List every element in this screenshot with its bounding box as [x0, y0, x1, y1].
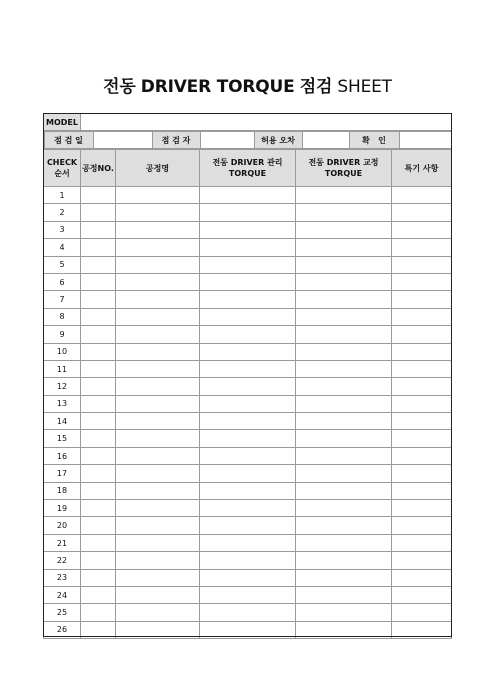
- remarks-cell[interactable]: [392, 239, 452, 256]
- header-calibrated-torque-line2: TORQUE: [324, 169, 363, 178]
- managed-torque-cell[interactable]: [200, 569, 296, 586]
- process-name-cell[interactable]: [116, 604, 200, 621]
- page-title: [0, 76, 495, 98]
- process-name-cell[interactable]: [116, 308, 200, 325]
- process-name-cell[interactable]: [116, 413, 200, 430]
- row-number: 7: [44, 291, 81, 308]
- calibrated-torque-cell[interactable]: [296, 221, 392, 238]
- table-row: [44, 500, 452, 517]
- managed-torque-cell[interactable]: [200, 221, 296, 238]
- process-name-cell[interactable]: [116, 204, 200, 221]
- row-number: 26: [44, 621, 81, 638]
- process-no-cell[interactable]: [81, 517, 116, 534]
- managed-torque-cell[interactable]: [200, 500, 296, 517]
- row-number: 19: [44, 500, 81, 517]
- remarks-cell[interactable]: [392, 256, 452, 273]
- process-name-cell[interactable]: [116, 239, 200, 256]
- table-row: [44, 204, 452, 221]
- header-row: [44, 150, 452, 187]
- calibrated-torque-cell[interactable]: [296, 256, 392, 273]
- remarks-cell[interactable]: [392, 326, 452, 343]
- calibrated-torque-cell[interactable]: [296, 517, 392, 534]
- remarks-cell[interactable]: [392, 482, 452, 499]
- calibrated-torque-cell[interactable]: [296, 621, 392, 638]
- calibrated-torque-cell[interactable]: [296, 343, 392, 360]
- model-field[interactable]: [81, 114, 452, 131]
- row-number: 16: [44, 447, 81, 464]
- table-row: [44, 534, 452, 551]
- title-bold-text: DRIVER TORQUE: [140, 77, 295, 97]
- table-row: [44, 343, 452, 360]
- process-name-cell[interactable]: [116, 256, 200, 273]
- header-remarks: 특기 사항: [392, 150, 452, 187]
- row-number: 17: [44, 465, 81, 482]
- calibrated-torque-cell[interactable]: [296, 482, 392, 499]
- process-name-cell[interactable]: [116, 343, 200, 360]
- title-normal-text: SHEET: [337, 77, 392, 97]
- process-name-cell[interactable]: [116, 465, 200, 482]
- process-no-cell[interactable]: [81, 430, 116, 447]
- table-row: [44, 482, 452, 499]
- calibrated-torque-cell[interactable]: [296, 378, 392, 395]
- managed-torque-cell[interactable]: [200, 604, 296, 621]
- managed-torque-cell[interactable]: [200, 534, 296, 551]
- remarks-cell[interactable]: [392, 221, 452, 238]
- calibrated-torque-cell[interactable]: [296, 604, 392, 621]
- table-row: [44, 413, 452, 430]
- remarks-cell[interactable]: [392, 343, 452, 360]
- process-no-cell[interactable]: [81, 273, 116, 290]
- tolerance-field[interactable]: [302, 132, 349, 149]
- remarks-cell[interactable]: [392, 500, 452, 517]
- process-name-cell[interactable]: [116, 482, 200, 499]
- process-no-cell[interactable]: [81, 534, 116, 551]
- managed-torque-cell[interactable]: [200, 256, 296, 273]
- row-number: 21: [44, 534, 81, 551]
- managed-torque-cell[interactable]: [200, 413, 296, 430]
- header-managed-torque-line2: TORQUE: [228, 169, 267, 178]
- process-name-cell[interactable]: [116, 360, 200, 377]
- table-row: [44, 569, 452, 586]
- header-check-order-line1: CHECK: [46, 158, 78, 167]
- managed-torque-cell[interactable]: [200, 378, 296, 395]
- table-row: [44, 256, 452, 273]
- remarks-cell[interactable]: [392, 187, 452, 204]
- process-name-cell[interactable]: [116, 326, 200, 343]
- process-name-cell[interactable]: [116, 569, 200, 586]
- meta-row: [44, 131, 452, 150]
- table-row: [44, 326, 452, 343]
- calibrated-torque-cell[interactable]: [296, 326, 392, 343]
- remarks-cell[interactable]: [392, 552, 452, 569]
- process-no-cell[interactable]: [81, 308, 116, 325]
- row-number: 23: [44, 569, 81, 586]
- process-no-cell[interactable]: [81, 500, 116, 517]
- header-process-name: 공정명: [116, 150, 200, 187]
- calibrated-torque-cell[interactable]: [296, 552, 392, 569]
- row-number: 20: [44, 517, 81, 534]
- calibrated-torque-cell[interactable]: [296, 187, 392, 204]
- process-name-cell[interactable]: [116, 395, 200, 412]
- date-label: 점 검 일: [44, 132, 93, 149]
- model-row: [44, 114, 452, 131]
- row-number: 5: [44, 256, 81, 273]
- row-number: 1: [44, 187, 81, 204]
- remarks-cell[interactable]: [392, 308, 452, 325]
- process-no-cell[interactable]: [81, 256, 116, 273]
- header-managed-torque-line1: 전동 DRIVER 관리: [212, 158, 283, 167]
- title-korean-prefix: 전동: [103, 77, 136, 97]
- process-no-cell[interactable]: [81, 621, 116, 638]
- process-no-cell[interactable]: [81, 239, 116, 256]
- remarks-cell[interactable]: [392, 395, 452, 412]
- managed-torque-cell[interactable]: [200, 239, 296, 256]
- inspection-table: [43, 113, 452, 639]
- table-row: [44, 291, 452, 308]
- process-name-cell[interactable]: [116, 221, 200, 238]
- table-row: [44, 221, 452, 238]
- process-name-cell[interactable]: [116, 586, 200, 603]
- process-name-cell[interactable]: [116, 187, 200, 204]
- process-no-cell[interactable]: [81, 413, 116, 430]
- process-name-cell[interactable]: [116, 291, 200, 308]
- header-calibrated-torque-line1: 전동 DRIVER 교정: [308, 158, 379, 167]
- row-number: 2: [44, 204, 81, 221]
- row-number: 10: [44, 343, 81, 360]
- process-name-cell[interactable]: [116, 500, 200, 517]
- inspector-label: 점 검 자: [152, 132, 200, 149]
- row-number: 14: [44, 413, 81, 430]
- process-no-cell[interactable]: [81, 378, 116, 395]
- table-row: [44, 552, 452, 569]
- table-row: [44, 308, 452, 325]
- process-no-cell[interactable]: [81, 187, 116, 204]
- remarks-cell[interactable]: [392, 204, 452, 221]
- managed-torque-cell[interactable]: [200, 482, 296, 499]
- row-number: 11: [44, 360, 81, 377]
- row-number: 15: [44, 430, 81, 447]
- managed-torque-cell[interactable]: [200, 187, 296, 204]
- managed-torque-cell[interactable]: [200, 273, 296, 290]
- managed-torque-cell[interactable]: [200, 430, 296, 447]
- row-number: 4: [44, 239, 81, 256]
- calibrated-torque-cell[interactable]: [296, 465, 392, 482]
- remarks-cell[interactable]: [392, 604, 452, 621]
- table-row: [44, 586, 452, 603]
- managed-torque-cell[interactable]: [200, 308, 296, 325]
- confirm-label: 확 인: [349, 132, 399, 149]
- process-no-cell[interactable]: [81, 482, 116, 499]
- process-no-cell[interactable]: [81, 586, 116, 603]
- table-row: [44, 621, 452, 638]
- tolerance-label: 허용 오차: [254, 132, 302, 149]
- row-number: 3: [44, 221, 81, 238]
- calibrated-torque-cell[interactable]: [296, 204, 392, 221]
- row-number: 22: [44, 552, 81, 569]
- row-number: 13: [44, 395, 81, 412]
- meta-subtable: [44, 131, 452, 149]
- calibrated-torque-cell[interactable]: [296, 447, 392, 464]
- process-no-cell[interactable]: [81, 326, 116, 343]
- row-number: 18: [44, 482, 81, 499]
- process-no-cell[interactable]: [81, 447, 116, 464]
- calibrated-torque-cell[interactable]: [296, 413, 392, 430]
- calibrated-torque-cell[interactable]: [296, 500, 392, 517]
- process-name-cell[interactable]: [116, 621, 200, 638]
- calibrated-torque-cell[interactable]: [296, 569, 392, 586]
- table-row: [44, 378, 452, 395]
- table-row: [44, 604, 452, 621]
- remarks-cell[interactable]: [392, 517, 452, 534]
- process-no-cell[interactable]: [81, 291, 116, 308]
- managed-torque-cell[interactable]: [200, 621, 296, 638]
- remarks-cell[interactable]: [392, 430, 452, 447]
- table-row: [44, 187, 452, 204]
- calibrated-torque-cell[interactable]: [296, 360, 392, 377]
- remarks-cell[interactable]: [392, 534, 452, 551]
- table-row: [44, 395, 452, 412]
- managed-torque-cell[interactable]: [200, 343, 296, 360]
- table-row: [44, 360, 452, 377]
- managed-torque-cell[interactable]: [200, 291, 296, 308]
- managed-torque-cell[interactable]: [200, 517, 296, 534]
- managed-torque-cell[interactable]: [200, 204, 296, 221]
- calibrated-torque-cell[interactable]: [296, 273, 392, 290]
- table-row: [44, 430, 452, 447]
- calibrated-torque-cell[interactable]: [296, 534, 392, 551]
- process-no-cell[interactable]: [81, 221, 116, 238]
- process-no-cell[interactable]: [81, 569, 116, 586]
- process-no-cell[interactable]: [81, 343, 116, 360]
- process-name-cell[interactable]: [116, 447, 200, 464]
- process-name-cell[interactable]: [116, 378, 200, 395]
- header-check-order-line2: 순서: [54, 169, 70, 178]
- table-row: [44, 517, 452, 534]
- managed-torque-cell[interactable]: [200, 586, 296, 603]
- calibrated-torque-cell[interactable]: [296, 395, 392, 412]
- process-no-cell[interactable]: [81, 360, 116, 377]
- process-name-cell[interactable]: [116, 552, 200, 569]
- calibrated-torque-cell[interactable]: [296, 308, 392, 325]
- managed-torque-cell[interactable]: [200, 552, 296, 569]
- table-row: [44, 239, 452, 256]
- header-calibrated-torque: [296, 150, 392, 187]
- row-number: 25: [44, 604, 81, 621]
- remarks-cell[interactable]: [392, 413, 452, 430]
- remarks-cell[interactable]: [392, 378, 452, 395]
- inspector-field[interactable]: [200, 132, 254, 149]
- process-name-cell[interactable]: [116, 430, 200, 447]
- remarks-cell[interactable]: [392, 447, 452, 464]
- process-no-cell[interactable]: [81, 465, 116, 482]
- managed-torque-cell[interactable]: [200, 465, 296, 482]
- process-name-cell[interactable]: [116, 517, 200, 534]
- model-label: MODEL: [44, 114, 81, 131]
- table-row: [44, 447, 452, 464]
- date-field[interactable]: [93, 132, 152, 149]
- row-number: 24: [44, 586, 81, 603]
- remarks-cell[interactable]: [392, 569, 452, 586]
- remarks-cell[interactable]: [392, 621, 452, 638]
- managed-torque-cell[interactable]: [200, 395, 296, 412]
- process-no-cell[interactable]: [81, 604, 116, 621]
- calibrated-torque-cell[interactable]: [296, 430, 392, 447]
- remarks-cell[interactable]: [392, 465, 452, 482]
- process-no-cell[interactable]: [81, 395, 116, 412]
- calibrated-torque-cell[interactable]: [296, 586, 392, 603]
- process-name-cell[interactable]: [116, 273, 200, 290]
- header-check-order: [44, 150, 81, 187]
- managed-torque-cell[interactable]: [200, 360, 296, 377]
- remarks-cell[interactable]: [392, 586, 452, 603]
- title-korean-suffix: 점검: [299, 77, 333, 97]
- process-no-cell[interactable]: [81, 552, 116, 569]
- row-number: 9: [44, 326, 81, 343]
- process-name-cell[interactable]: [116, 534, 200, 551]
- row-number: 12: [44, 378, 81, 395]
- managed-torque-cell[interactable]: [200, 447, 296, 464]
- confirm-field[interactable]: [399, 132, 452, 149]
- remarks-cell[interactable]: [392, 291, 452, 308]
- remarks-cell[interactable]: [392, 273, 452, 290]
- meta-row-container: [44, 131, 452, 150]
- table-row: [44, 273, 452, 290]
- table-row: [44, 465, 452, 482]
- managed-torque-cell[interactable]: [200, 326, 296, 343]
- process-no-cell[interactable]: [81, 204, 116, 221]
- calibrated-torque-cell[interactable]: [296, 291, 392, 308]
- calibrated-torque-cell[interactable]: [296, 239, 392, 256]
- remarks-cell[interactable]: [392, 360, 452, 377]
- header-process-no: 공정NO.: [81, 150, 116, 187]
- header-managed-torque: [200, 150, 296, 187]
- row-number: 8: [44, 308, 81, 325]
- row-number: 6: [44, 273, 81, 290]
